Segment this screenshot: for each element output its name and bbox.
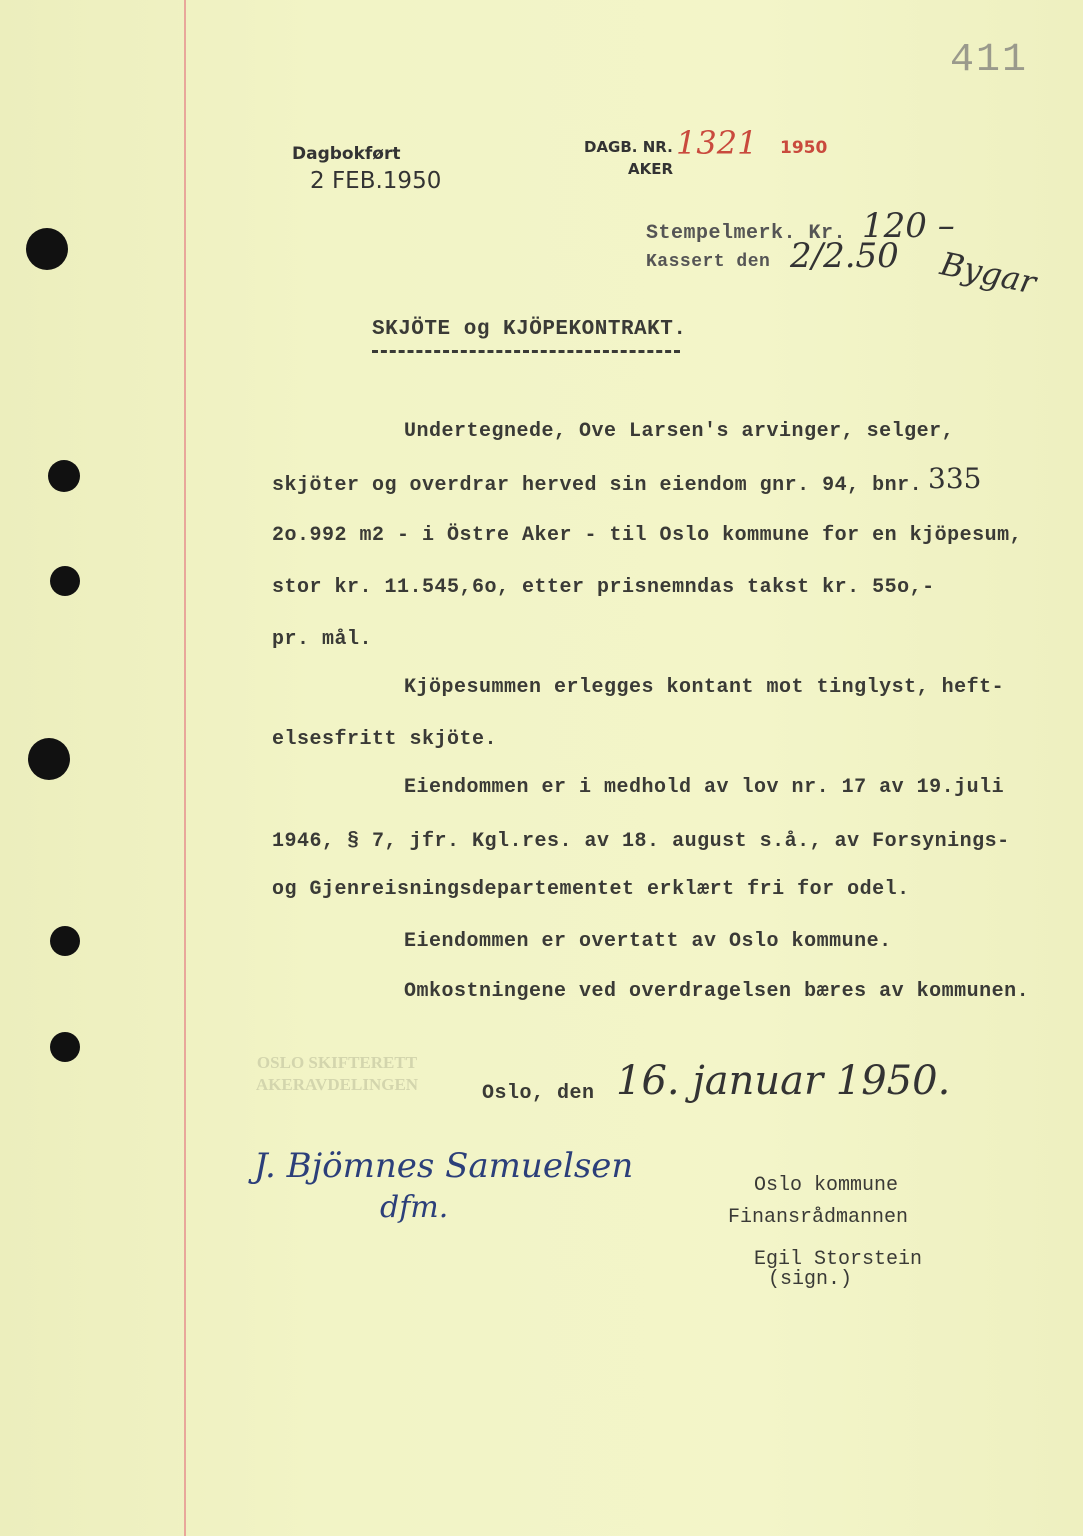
dagbokfort-stamp-date: 2 FEB.1950 [310, 168, 442, 194]
body-line: Eiendommen er i medhold av lov nr. 17 av 19.juli [404, 776, 1005, 799]
body-line: 2o.992 m2 - i Östre Aker - til Oslo kommune for en kjöpesum, [272, 524, 1023, 547]
body-line: Omkostningene ved overdragelsen bæres av kommunen. [404, 980, 1030, 1003]
dagb-nr-number: 1321 [676, 124, 758, 162]
body-line: skjöter og overdrar herved sin eiendom gnr. 94, bnr. [272, 474, 923, 497]
stempelmerke-amount: 120 – [862, 206, 955, 246]
kassert-date: 2/2.50 [790, 236, 899, 276]
binder-hole [50, 566, 80, 596]
binder-hole [50, 1032, 80, 1062]
signature-block-line: Oslo kommune [754, 1174, 899, 1197]
body-line: 1946, § 7, jfr. Kgl.res. av 18. august s.å., av Forsynings- [272, 830, 1010, 853]
body-line: og Gjenreisningsdepartementet erklært fri for odel. [272, 878, 910, 901]
margin-line [184, 0, 186, 1536]
kassert-initials: Bygar [937, 244, 1040, 302]
place-date-handwritten: 16. januar 1950. [616, 1058, 951, 1104]
dagb-place: AKER [628, 160, 674, 178]
title-underline [372, 350, 680, 353]
binder-hole [26, 228, 68, 270]
binder-hole [50, 926, 80, 956]
body-line: Undertegnede, Ove Larsen's arvinger, selger, [404, 420, 955, 443]
body-line: pr. mål. [272, 628, 373, 651]
body-line: Kjöpesummen erlegges kontant mot tinglyst, heft- [404, 676, 1005, 699]
bnr-handwritten: 335 [928, 462, 982, 495]
dagb-nr-suffix: 1950 [780, 138, 828, 158]
page-number: 411 [950, 38, 1029, 83]
faded-stamp-line: AKERAVDELINGEN [255, 1075, 419, 1094]
body-line: Eiendommen er overtatt av Oslo kommune. [404, 930, 892, 953]
faded-court-stamp [232, 1052, 442, 1096]
signature-block-line: (sign.) [768, 1268, 853, 1291]
signature-name: J. Bjömnes Samuelsen [254, 1146, 634, 1186]
binder-hole [48, 460, 80, 492]
body-line: elsesfritt skjöte. [272, 728, 498, 751]
place-date-typed: Oslo, den [482, 1082, 595, 1105]
binder-hole [28, 738, 70, 780]
dagbokfort-stamp-label: Dagbokført [292, 144, 401, 164]
signature-title: dfm. [380, 1190, 449, 1225]
stempelmerke-label: Stempelmerk. Kr. [646, 222, 847, 245]
faded-stamp-line: OSLO SKIFTERETT [256, 1053, 418, 1072]
document-title: SKJÖTE og KJÖPEKONTRAKT. [372, 318, 687, 341]
signature-block-line: Egil Storstein [754, 1248, 923, 1271]
body-line: stor kr. 11.545,6o, etter prisnemndas takst kr. 55o,- [272, 576, 935, 599]
kassert-label: Kassert den [646, 252, 771, 272]
dagb-nr-label: DAGB. NR. [584, 138, 673, 156]
signature-block-line: Finansrådmannen [728, 1206, 909, 1229]
